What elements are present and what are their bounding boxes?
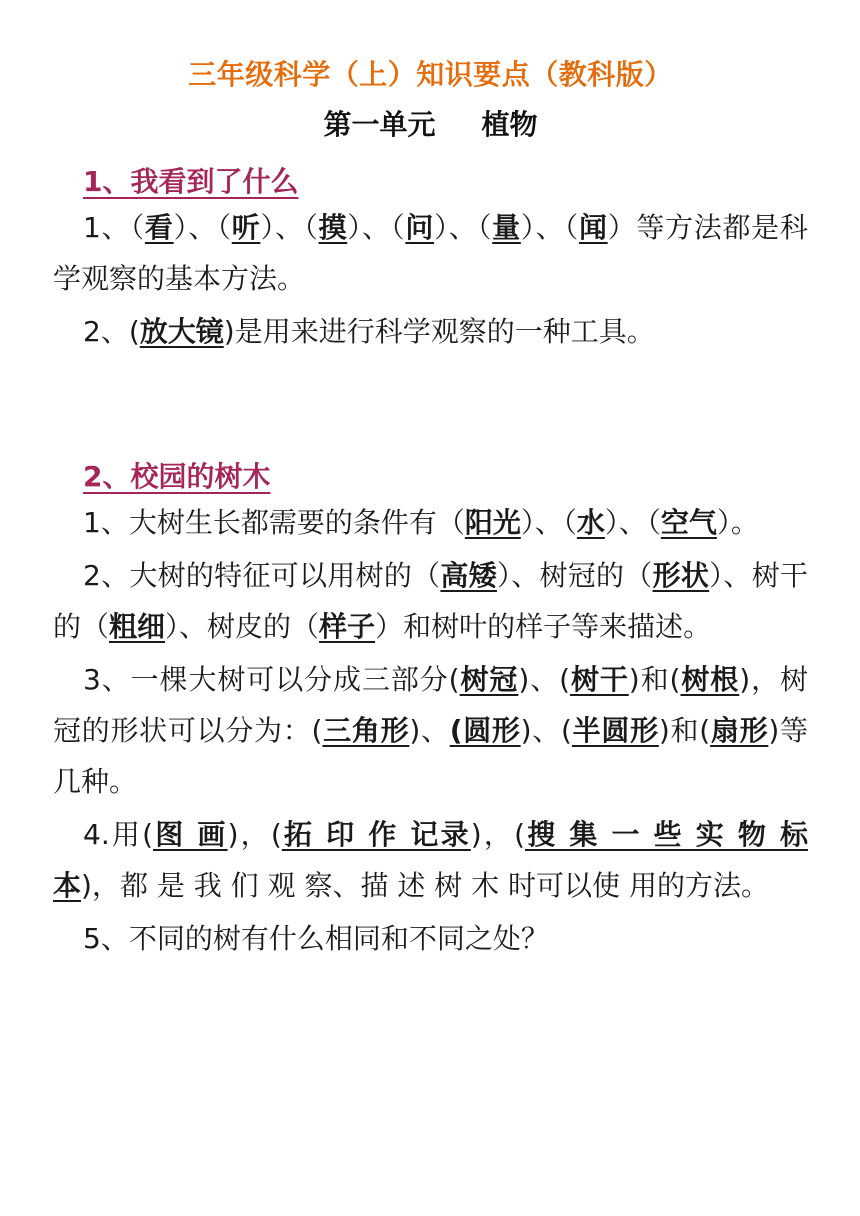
answer-blank: (圆形 <box>449 714 521 747</box>
item-text: 2、大树的特征可以用树的（ <box>83 559 441 592</box>
item-text: )，( <box>227 818 282 851</box>
item-text: ）和树叶的样子等来描述。 <box>375 610 712 643</box>
item-text: )等几种。 <box>53 714 808 798</box>
unit-title <box>53 104 808 146</box>
document-title: 三年级科学（上）知识要点（教科版） <box>188 58 673 91</box>
item-text: 1、大树生长都需要的条件有（ <box>83 506 465 539</box>
knowledge-item <box>53 809 808 911</box>
knowledge-item <box>53 550 808 652</box>
answer-blank: 三角形 <box>322 714 410 747</box>
knowledge-item <box>53 913 808 964</box>
item-text: )是用来进行科学观察的一种工具。 <box>223 315 655 348</box>
answer-blank: 半圆形 <box>571 714 659 747</box>
item-text: )，树冠的形状可以分为： <box>53 663 808 747</box>
answer-blank: 放大镜 <box>139 315 224 348</box>
answer-blank: 问 <box>405 211 435 244</box>
item-text: )和( <box>658 714 711 747</box>
answer-blank: 树冠 <box>459 663 519 696</box>
item-text: ）、树干的（ <box>53 559 808 643</box>
section-1 <box>53 146 808 357</box>
answer-blank: 看 <box>144 211 174 244</box>
item-text: )和( <box>628 663 681 696</box>
answer-blank: 摸 <box>318 211 348 244</box>
item-text: ）、（ <box>520 506 577 539</box>
item-text: 5、不同的树有什么相同和不同之处？ <box>83 922 549 955</box>
item-text: )，( <box>470 818 526 851</box>
item-text: ）、树皮的（ <box>165 610 320 643</box>
item-text: ）、（ <box>347 211 406 244</box>
knowledge-item <box>53 306 808 357</box>
answer-blank: 听 <box>231 211 261 244</box>
answer-blank: 图 画 <box>153 818 228 851</box>
answer-blank: 空气 <box>660 506 717 539</box>
answer-blank: 样子 <box>319 610 376 643</box>
item-text: 2、( <box>83 315 140 348</box>
item-text: 3、一棵大树可以分成三部分( <box>83 663 460 696</box>
unit-name: 植物 <box>481 108 538 141</box>
item-text: ）、（ <box>604 506 661 539</box>
item-text: )，都 是 我 们 观 察、描 述 树 木 时可以使 用的方法。 <box>81 869 769 902</box>
answer-blank: 树干 <box>570 663 629 696</box>
answer-blank: 拓 印 作 记录 <box>281 818 471 851</box>
sections-container <box>53 146 808 964</box>
item-text: ）、树冠的（ <box>496 559 653 592</box>
unit-label: 第一单元 <box>323 108 436 141</box>
answer-blank: 搜 集 一 些 实 物 标 本 <box>53 818 808 902</box>
item-text: ）、（ <box>173 211 232 244</box>
section-heading: 2、校园的树木 <box>83 460 271 493</box>
section-spacer <box>53 357 808 413</box>
item-text: ）等方法都是科学观察的基本方法。 <box>53 211 808 295</box>
section-heading: 1、我看到了什么 <box>83 165 299 198</box>
knowledge-item <box>53 654 808 807</box>
section-2 <box>53 441 808 964</box>
item-text: ）、（ <box>260 211 319 244</box>
answer-blank: 粗细 <box>109 610 166 643</box>
answer-blank: 闻 <box>578 211 608 244</box>
item-text: ）。 <box>716 506 759 539</box>
item-text: )、( <box>518 663 571 696</box>
answer-blank: 形状 <box>652 559 710 592</box>
answer-blank: 扇形 <box>710 714 769 747</box>
item-text: 1、（ <box>83 211 145 244</box>
answer-blank: 阳光 <box>464 506 521 539</box>
item-text: ( <box>311 714 323 747</box>
item-text: 4.用( <box>83 818 154 851</box>
answer-blank: 高矮 <box>440 559 497 592</box>
item-text: )、 <box>409 714 450 747</box>
knowledge-item <box>53 497 808 548</box>
answer-blank: 树根 <box>680 663 740 696</box>
item-text: )、( <box>520 714 572 747</box>
knowledge-item <box>53 202 808 304</box>
answer-blank: 水 <box>576 506 605 539</box>
item-text: ）、（ <box>434 211 493 244</box>
item-text: ）、（ <box>520 211 579 244</box>
answer-blank: 量 <box>492 211 521 244</box>
